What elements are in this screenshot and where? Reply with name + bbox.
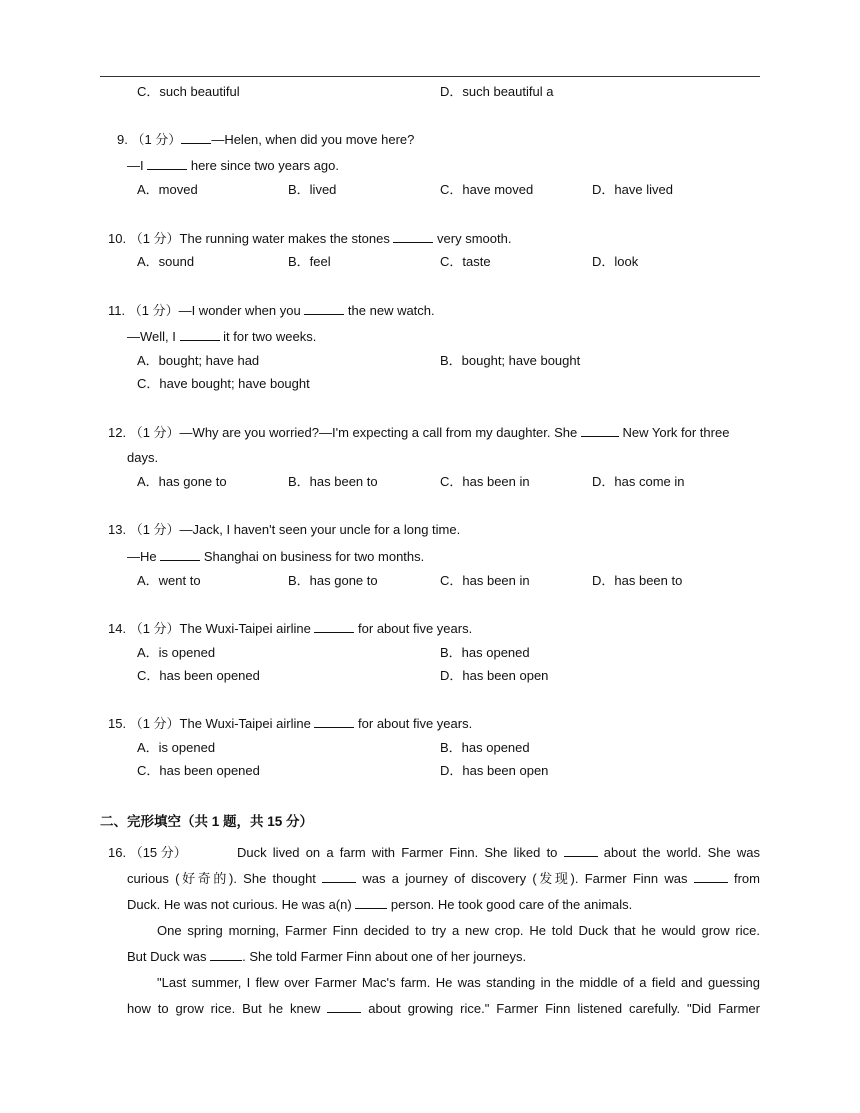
question-number: 10. [108,231,127,246]
question-score: （1 分） [129,425,180,440]
q13-option-a: A．went to [137,573,201,588]
answer-blank [564,844,598,857]
q9-option-a: A．moved [137,182,198,197]
answer-blank [393,230,433,243]
answer-blank [581,424,619,437]
question-score: （1 分） [128,303,179,318]
q10-option-d: D．look [592,254,639,269]
question-score: （1 分） [129,231,180,246]
q9-option-c: C．have moved [440,182,534,197]
question-number: 12. [108,425,127,440]
q12-option-a: A．has gone to [137,474,227,489]
q13-option-b: B．has gone to [288,573,378,588]
question-score: （1 分） [129,716,180,731]
question-number: 15. [108,716,127,731]
passage-line: how to grow rice. But he knew about growing rice." Farmer Finn listened carefully. "Did Farmer [127,1001,760,1016]
q9-option-b: B．lived [288,182,337,197]
question-number: 11. [108,303,126,318]
question-11: 11. （1 分）—I wonder when you the new watch. [108,303,435,318]
option-d: D．such beautiful a [440,84,554,99]
question-13-line2: —He Shanghai on business for two months. [127,549,425,564]
q11-option-a: A．bought; have had [137,353,260,368]
q13-option-d: D．has been to [592,573,683,588]
answer-blank [160,548,200,561]
question-11-line2: —Well, I it for two weeks. [127,329,317,344]
question-12: 12. （1 分）—Why are you worried?—I'm expecting a call from my daughter. She New York for three [108,425,730,440]
q12-option-c: C．has been in [440,474,530,489]
question-number: 14. [108,621,127,636]
q15-option-d: D．has been open [440,763,549,778]
question-score: （1 分） [129,621,180,636]
q15-option-c: C．has been opened [137,763,260,778]
passage-line: Duck. He was not curious. He was a(n) person. He took good care of the animals. [127,897,633,912]
answer-blank [694,870,728,883]
answer-blank [147,157,187,170]
q13-option-c: C．has been in [440,573,530,588]
passage-line: One spring morning, Farmer Finn decided to try a new crop. He told Duck that he would grow rice. [157,923,760,938]
question-13: 13. （1 分）—Jack, I haven't seen your uncle for a long time. [108,522,461,537]
answer-blank [210,948,242,961]
question-14: 14. （1 分）The Wuxi-Taipei airline for about five years. [108,621,473,636]
answer-blank [314,715,354,728]
answer-blank [314,620,354,633]
section-heading: 二、完形填空（共 1 题，共 15 分） [100,814,314,829]
q11-option-c: C．have bought; have bought [137,376,310,391]
answer-blank [322,870,356,883]
answer-blank [327,1000,361,1013]
question-12-line2: days. [127,450,159,465]
answer-blank [180,328,220,341]
question-9-line2: —I here since two years ago. [127,158,339,173]
cloze-passage [127,840,760,1022]
q15-option-a: A．is opened [137,740,216,755]
question-score: （1 分） [129,522,180,537]
answer-blank [355,896,387,909]
question-number: 16. [108,845,127,860]
q9-option-d: D．have lived [592,182,673,197]
q10-option-a: A．sound [137,254,195,269]
question-15: 15. （1 分）The Wuxi-Taipei airline for about five years. [108,716,473,731]
answer-blank [304,302,344,315]
q10-option-b: B．feel [288,254,331,269]
question-10: 10. （1 分）The running water makes the stones very smooth. [108,231,512,246]
q14-option-a: A．is opened [137,645,216,660]
question-number: 13. [108,522,127,537]
q10-option-c: C．taste [440,254,491,269]
question-score: （15 分） [129,845,187,860]
q14-option-b: B．has opened [440,645,530,660]
question-score: （1 分） [131,132,182,147]
answer-blank [181,131,211,144]
q12-option-b: B．has been to [288,474,378,489]
passage-line: "Last summer, I flew over Farmer Mac's farm. He was standing in the middle of a field and guessing [157,975,760,990]
q15-option-b: B．has opened [440,740,530,755]
option-c: C．such beautiful [137,84,240,99]
q11-option-b: B．bought; have bought [440,353,581,368]
passage-line: But Duck was . She told Farmer Finn about one of her journeys. [127,949,527,964]
q14-option-d: D．has been open [440,668,549,683]
q14-option-c: C．has been opened [137,668,260,683]
passage-line: curious (好奇的). She thought was a journey of discovery (发现). Farmer Finn was from [127,871,760,886]
q12-option-d: D．has come in [592,474,685,489]
header-rule [100,76,760,77]
question-9: 9. （1 分） —Helen, when did you move here? [117,132,415,147]
passage-line: Duck lived on a farm with Farmer Finn. She liked to about the world. She was [237,845,760,860]
question-number: 9. [117,132,128,147]
